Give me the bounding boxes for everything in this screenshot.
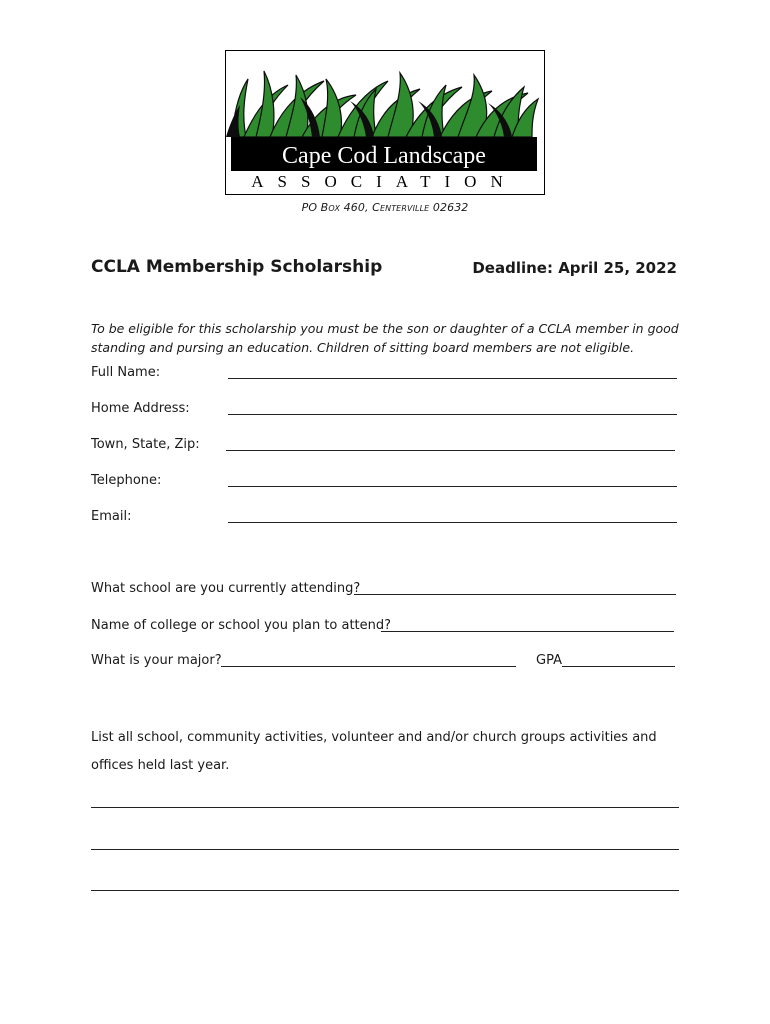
activities-prompt: List all school, community activities, volunteer and and/or church groups activities and offices held last year. <box>91 730 657 773</box>
ccla-logo <box>225 50 545 195</box>
activities-line-3[interactable] <box>91 890 679 891</box>
eligibility-note: To be eligible for this scholarship you must be the son or daughter of a CCLA member in good standing and pursing an education. Children of sitting board members are not eligible. <box>91 321 679 355</box>
telephone-field[interactable] <box>228 486 677 487</box>
full-name-label: Full Name: <box>91 365 161 380</box>
deadline-text: Deadline: April 25, 2022 <box>472 259 677 277</box>
page-title: CCLA Membership Scholarship <box>91 257 383 277</box>
email-field[interactable] <box>228 522 677 523</box>
major-label: What is your major? <box>91 653 222 668</box>
telephone-label: Telephone: <box>91 473 162 488</box>
full-name-field[interactable] <box>228 378 677 379</box>
gpa-field[interactable] <box>562 666 675 667</box>
email-label: Email: <box>91 509 132 524</box>
gpa-label: GPA <box>536 653 562 668</box>
activities-line-2[interactable] <box>91 849 679 850</box>
planned-college-field[interactable] <box>381 631 674 632</box>
home-address-field[interactable] <box>228 414 677 415</box>
home-address-label: Home Address: <box>91 401 190 416</box>
town-state-zip-field[interactable] <box>226 450 675 451</box>
town-state-zip-label: Town, State, Zip: <box>91 437 200 452</box>
grass-logo-graphic <box>226 51 543 193</box>
planned-college-label: Name of college or school you plan to attend? <box>91 618 392 633</box>
logo-subtitle-text: ASSOCIATION <box>251 172 517 191</box>
mailing-address: PO Box 460, Centerville 02632 <box>301 201 469 214</box>
current-school-field[interactable] <box>354 594 676 595</box>
activities-line-1[interactable] <box>91 807 679 808</box>
logo-title-text: Cape Cod Landscape <box>282 143 486 169</box>
major-field[interactable] <box>221 666 516 667</box>
current-school-label: What school are you currently attending? <box>91 581 361 596</box>
